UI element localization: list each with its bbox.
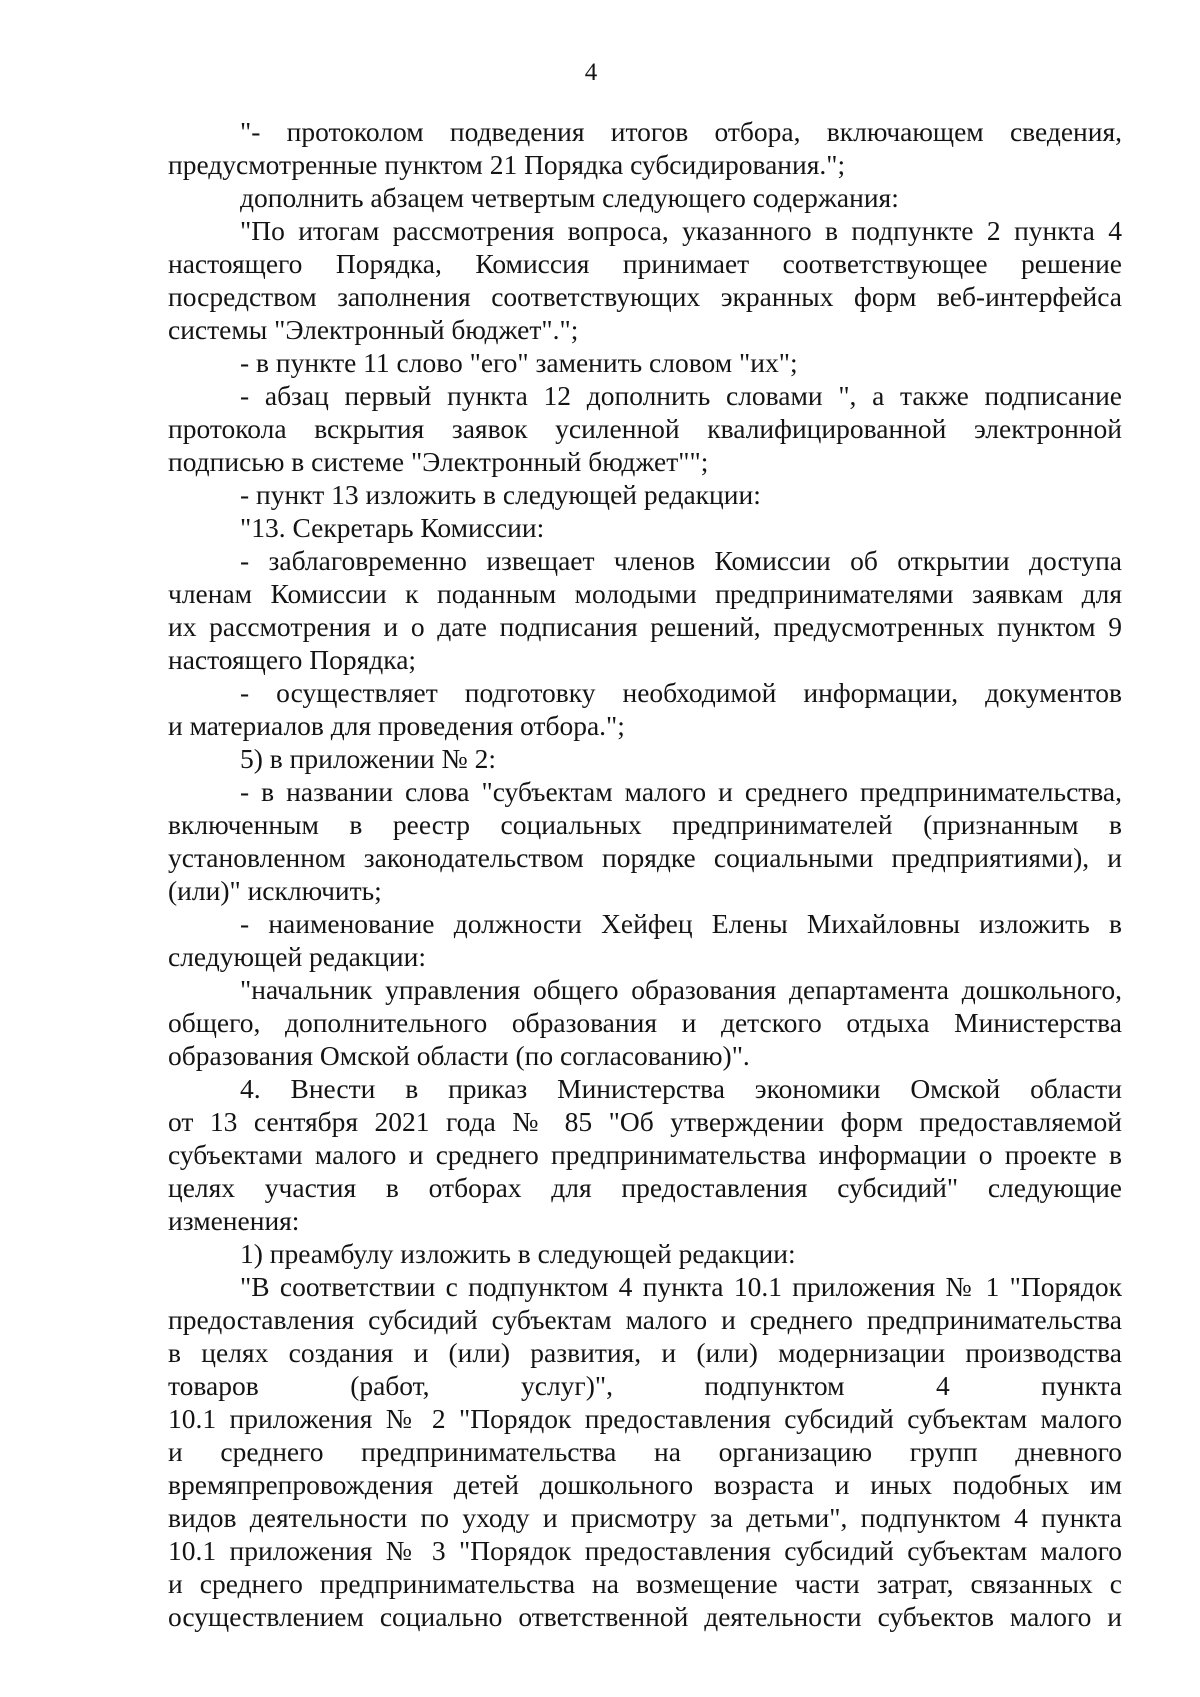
text-line: - абзац первый пункта 12 дополнить словами ", а также подписание <box>240 380 1122 411</box>
text-line: предусмотренные пунктом 21 Порядка субсидирования."; <box>168 149 846 180</box>
text-line: целях участия в отборах для предоставления субсидий" следующие <box>168 1172 1122 1203</box>
text-line: от 13 сентября 2021 года № 85 "Об утверждении форм предоставляемой <box>168 1106 1122 1137</box>
text-line: изменения: <box>168 1205 300 1236</box>
text-line: настоящего Порядка, Комиссия принимает соответствующее решение <box>168 248 1122 279</box>
document-body <box>168 115 1122 1633</box>
text-line: общего, дополнительного образования и детского отдыха Министерства <box>168 1007 1122 1038</box>
text-line: установленном законодательством порядке социальными предприятиями), и <box>168 842 1122 873</box>
text-line: членам Комиссии к поданным молодыми предпринимателями заявкам для <box>168 578 1122 609</box>
text-line: 10.1 приложения № 2 "Порядок предоставления субсидий субъектам малого <box>168 1403 1122 1434</box>
text-line: протокола вскрытия заявок усиленной квалифицированной электронной <box>168 413 1122 444</box>
text-line: 5) в приложении № 2: <box>240 743 496 774</box>
text-line: - осуществляет подготовку необходимой информации, документов <box>240 677 1122 708</box>
text-line: предоставления субсидий субъектам малого и среднего предпринимательства <box>168 1304 1122 1335</box>
text-line: в целях создания и (или) развития, и (или) модернизации производства <box>168 1337 1122 1368</box>
text-line: - в пункте 11 слово "его" заменить словом "их"; <box>240 347 798 378</box>
text-line: включенным в реестр социальных предпринимателей (признанным в <box>168 809 1122 840</box>
text-line: посредством заполнения соответствующих экранных форм веб-интерфейса <box>168 281 1122 312</box>
text-line: "начальник управления общего образования департамента дошкольного, <box>240 974 1122 1005</box>
text-line: 10.1 приложения № 3 "Порядок предоставления субсидий субъектам малого <box>168 1535 1122 1566</box>
text-line: видов деятельности по уходу и присмотру за детьми", подпунктом 4 пункта <box>168 1502 1122 1533</box>
text-line: образования Омской области (по согласованию)". <box>168 1040 750 1071</box>
text-line: "13. Секретарь Комиссии: <box>240 512 545 543</box>
text-line: "По итогам рассмотрения вопроса, указанного в подпункте 2 пункта 4 <box>240 215 1122 246</box>
text-line: 1) преамбулу изложить в следующей редакции: <box>240 1238 796 1269</box>
text-line: дополнить абзацем четвертым следующего содержания: <box>240 182 899 213</box>
page-number: 4 <box>584 59 598 86</box>
text-line: времяпрепровождения детей дошкольного возраста и иных подобных им <box>168 1469 1122 1500</box>
text-line: товаров (работ, услуг)", подпунктом 4 пункта <box>168 1370 1122 1401</box>
text-line: 4. Внести в приказ Министерства экономики Омской области <box>240 1073 1122 1104</box>
text-line: - наименование должности Хейфец Елены Михайловны изложить в <box>240 908 1122 939</box>
text-line: следующей редакции: <box>168 941 426 972</box>
text-line: и среднего предпринимательства на возмещение части затрат, связанных с <box>168 1568 1122 1599</box>
text-line: "- протоколом подведения итогов отбора, включающем сведения, <box>240 116 1122 147</box>
text-line: подписью в системе "Электронный бюджет""; <box>168 446 709 477</box>
text-line: "В соответствии с подпунктом 4 пункта 10.1 приложения № 1 "Порядок <box>240 1271 1122 1302</box>
text-line: - заблаговременно извещает членов Комиссии об открытии доступа <box>240 545 1122 576</box>
text-line: - в названии слова "субъектам малого и среднего предпринимательства, <box>240 776 1122 807</box>
text-line: - пункт 13 изложить в следующей редакции: <box>240 479 761 510</box>
text-line: и среднего предпринимательства на организацию групп дневного <box>168 1436 1122 1467</box>
text-line: (или)" исключить; <box>168 875 382 906</box>
text-line: их рассмотрения и о дате подписания решений, предусмотренных пунктом 9 <box>168 611 1122 642</box>
text-line: настоящего Порядка; <box>168 644 417 675</box>
text-line: субъектами малого и среднего предпринимательства информации о проекте в <box>168 1139 1122 1170</box>
text-line: и материалов для проведения отбора."; <box>168 710 625 741</box>
text-line: системы "Электронный бюджет"."; <box>168 314 579 345</box>
text-line: осуществлением социально ответственной деятельности субъектов малого и <box>168 1601 1122 1632</box>
